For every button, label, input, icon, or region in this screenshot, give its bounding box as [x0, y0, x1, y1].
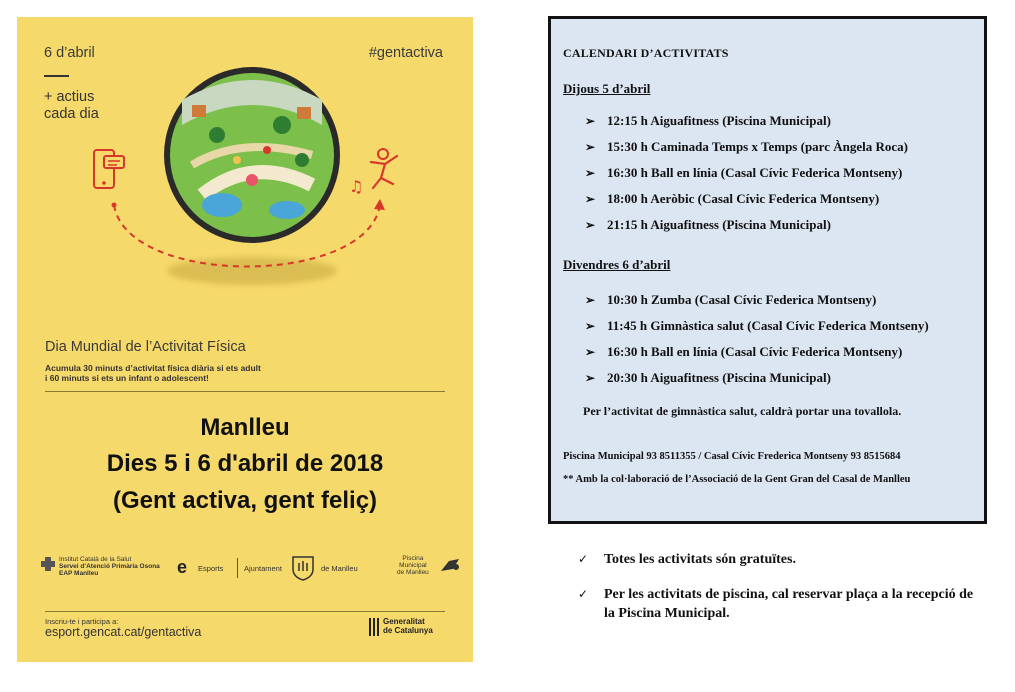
list-item — [585, 369, 929, 395]
arrow-bullet-icon: ➢ — [585, 371, 596, 385]
ics-line: EAP Manlleu — [59, 570, 99, 577]
gencat-logo — [369, 617, 433, 635]
svg-text:♫: ♫ — [349, 177, 364, 196]
contact-phones: Piscina Municipal 93 8511355 / Casal Cívic Frederica Montseny 93 8515684 — [563, 451, 901, 462]
arrow-bullet-icon: ➢ — [585, 345, 596, 359]
logo-separator — [237, 558, 238, 578]
ics-logo-text — [59, 556, 179, 577]
gencat-stripes-icon — [369, 618, 380, 636]
poster-divider — [45, 391, 445, 392]
phone-chat-icon — [90, 140, 130, 200]
ics-line: Institut Català de la Salut — [59, 556, 132, 563]
event-poster — [17, 17, 473, 662]
globe-illustration — [162, 65, 342, 245]
esports-e-icon: e — [177, 557, 188, 577]
poster-slogan — [44, 89, 99, 123]
event-dates: Dies 5 i 6 d'abril de 2018 — [106, 450, 384, 477]
piscina-line: Municipal — [399, 562, 427, 569]
friday-activity-list — [585, 291, 929, 395]
slogan-line: cada dia — [44, 106, 99, 122]
piscina-line: Piscina — [402, 555, 424, 562]
swimmer-icon — [439, 555, 461, 577]
activity-text: 16:30 h Ball en línia (Casal Cívic Federica Montseny) — [607, 344, 903, 359]
thursday-activity-list — [585, 112, 908, 242]
calendar-title: CALENDARI D’ACTIVITATS — [563, 46, 729, 60]
activity-text: 11:45 h Gimnàstica salut (Casal Cívic Federica Montseny) — [607, 318, 929, 333]
list-item — [585, 138, 908, 164]
arrow-bullet-icon: ➢ — [585, 114, 596, 128]
day-heading-friday: Divendres 6 d’abril — [563, 257, 671, 272]
arrow-bullet-icon: ➢ — [585, 319, 596, 333]
event-place: Manlleu — [200, 414, 290, 441]
gencat-line: de Catalunya — [383, 626, 433, 635]
poster-date: 6 d’abril — [44, 45, 95, 61]
ajuntament-logo-text: Ajuntament — [244, 564, 282, 573]
sponsor-logos — [41, 553, 461, 585]
ics-cross-icon — [41, 557, 55, 571]
list-item — [585, 343, 929, 369]
tagline-line: i 60 minuts si ets un infant o adolescent! — [45, 373, 209, 383]
note-free-activities — [578, 550, 984, 569]
arrow-bullet-icon: ➢ — [585, 166, 596, 180]
activity-text: 21:15 h Aiguafitness (Piscina Municipal) — [607, 217, 831, 232]
signup-label: Inscriu-te i participa a: — [45, 617, 119, 626]
list-item — [585, 112, 908, 138]
list-item — [585, 216, 908, 242]
activity-calendar — [548, 16, 987, 524]
poster-bottom-rule — [45, 611, 445, 612]
slogan-line: + actius — [44, 89, 95, 105]
note-pool-reservation — [578, 585, 984, 623]
arrow-bullet-icon: ➢ — [585, 293, 596, 307]
check-icon: ✓ — [578, 587, 589, 601]
list-item — [585, 317, 929, 343]
piscina-logo-text — [397, 555, 429, 576]
list-item — [585, 190, 908, 216]
activity-text: 20:30 h Aiguafitness (Piscina Municipal) — [607, 370, 831, 385]
poster-hashtag: #gentactiva — [368, 45, 443, 61]
manlleu-logo-text: de Manlleu — [321, 564, 358, 573]
activity-text: 15:30 h Caminada Temps x Temps (parc Àngela Roca) — [607, 139, 908, 154]
collaboration-note: ** Amb la col·laboració de l’Associació de la Gent Gran del Casal de Manlleu — [563, 474, 911, 485]
event-motto: (Gent activa, gent feliç) — [112, 487, 378, 514]
arrow-bullet-icon: ➢ — [585, 218, 596, 232]
arrow-bullet-icon: ➢ — [585, 192, 596, 206]
ics-line: Servei d’Atenció Primària Osona — [59, 563, 160, 570]
activity-text: 12:15 h Aiguafitness (Piscina Municipal) — [607, 113, 831, 128]
signup-url[interactable]: esport.gencat.cat/gentactiva — [45, 625, 202, 639]
activity-text: 10:30 h Zumba (Casal Cívic Federica Montseny) — [607, 292, 877, 307]
towel-note: Per l’activitat de gimnàstica salut, caldrà portar una tovallola. — [583, 404, 902, 418]
gencat-line: Generalitat — [383, 617, 425, 626]
tagline-line: Acumula 30 minuts d’activitat física diària si ets adult — [45, 363, 261, 373]
poster-top-rule — [44, 75, 69, 77]
note-text: Per les activitats de piscina, cal reservar plaça a la recepció de la Piscina Municipal. — [604, 587, 974, 621]
check-icon: ✓ — [578, 552, 589, 566]
list-item — [585, 164, 908, 190]
poster-tagline — [45, 363, 445, 383]
activity-text: 18:00 h Aeròbic (Casal Cívic Federica Montseny) — [607, 191, 880, 206]
activity-text: 16:30 h Ball en línia (Casal Cívic Federica Montseny) — [607, 165, 903, 180]
poster-title: Dia Mundial de l’Activitat Física — [45, 339, 246, 355]
day-heading-thursday: Dijous 5 d’abril — [563, 81, 651, 96]
note-text: Totes les activitats són gratuïtes. — [604, 552, 796, 567]
esports-logo-text: Esports — [198, 564, 224, 573]
piscina-line: de Manlleu — [397, 569, 429, 576]
dancer-music-icon — [345, 144, 405, 199]
event-info — [17, 412, 473, 519]
list-item — [585, 291, 929, 317]
manlleu-shield-icon — [291, 555, 315, 581]
arrow-bullet-icon: ➢ — [585, 140, 596, 154]
